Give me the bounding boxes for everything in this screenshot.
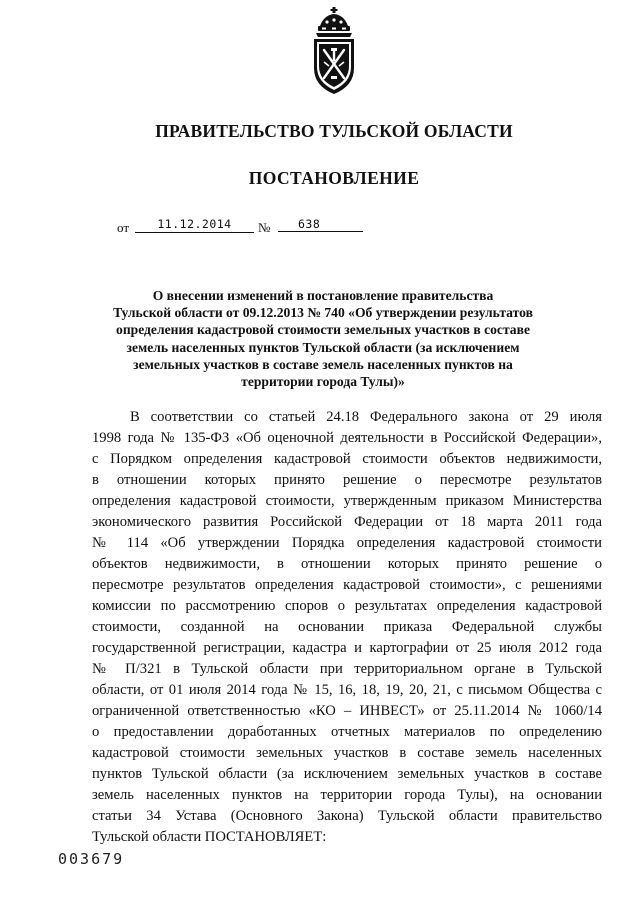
body-line: пунктов Тульской области (за исключением земельных участков в составе bbox=[92, 766, 602, 782]
number-field: 638 bbox=[278, 218, 363, 232]
document-type: ПОСТАНОВЛЕНИЕ bbox=[248, 168, 420, 188]
body-line: земель населенных пунктов на территории города Тулы), на основании bbox=[92, 787, 602, 803]
body-paragraph bbox=[92, 407, 602, 848]
body-line: экономического развития Российской Федерации от 18 марта 2011 года bbox=[92, 514, 602, 530]
number-label: № bbox=[258, 220, 271, 235]
body-line: 1998 года № 135-ФЗ «Об оценочной деятельности в Российской Федерации», bbox=[92, 430, 602, 446]
date-label: от bbox=[117, 220, 130, 235]
title-line: определения кадастровой стоимости земельных участков в составе bbox=[116, 322, 530, 338]
tula-oblast-coat-of-arms-icon bbox=[306, 6, 362, 96]
body-line: с Порядком определения кадастровой стоимости объектов недвижимости, bbox=[92, 451, 602, 467]
body-line: пересмотре результатов определения кадастровой стоимости», с решениями bbox=[92, 577, 602, 593]
body-line: статьи 34 Устава (Основного Закона) Тульской области правительство bbox=[92, 808, 602, 824]
title-line: земель населенных пунктов Тульской области (за исключением bbox=[126, 339, 520, 355]
body-line: В соответствии со статьей 24.18 Федерального закона от 29 июля bbox=[130, 409, 602, 425]
resolution-title bbox=[95, 287, 551, 390]
title-line: земельных участков в составе земель населенных пунктов на bbox=[133, 356, 513, 372]
date-field: 11.12.2014 bbox=[135, 218, 254, 233]
body-line: стоимости, созданной на основании приказа Федеральной службы bbox=[92, 619, 602, 635]
body-line: о предоставлении доработанных отчетных материалов по определению bbox=[92, 724, 602, 740]
body-line: области, от 01 июля 2014 года № 15, 16, 18, 19, 20, 21, с письмом Общества с bbox=[92, 682, 602, 698]
body-line: № 114 «Об утверждении Порядка определения кадастровой стоимости bbox=[92, 535, 602, 551]
body-line: в отношении которых принято решение о пересмотре результатов bbox=[92, 472, 602, 488]
body-line: кадастровой стоимости земельных участков в составе земель населенных bbox=[92, 745, 602, 761]
body-line: ограниченной ответственностью «КО – ИНВЕСТ» от 25.11.2014 № 1060/14 bbox=[92, 703, 602, 719]
serial-number: 003679 bbox=[58, 850, 125, 868]
body-line: определения кадастровой стоимости, утвержденным приказом Министерства bbox=[92, 493, 602, 509]
title-line: Тульской области от 09.12.2013 № 740 «Об утверждении результатов bbox=[113, 305, 533, 321]
body-line: объектов недвижимости, в отношении которых принято решение о bbox=[92, 556, 602, 572]
body-line: комиссии по рассмотрению споров о результатах определения кадастровой bbox=[92, 598, 602, 614]
title-line: О внесении изменений в постановление правительства bbox=[152, 288, 494, 303]
title-line: территории города Тулы)» bbox=[241, 374, 405, 390]
date-number-line bbox=[117, 218, 377, 236]
body-line: № П/321 в Тульской области при территориальном органе в Тульской bbox=[92, 661, 602, 677]
body-line: Тульской области ПОСТАНОВЛЯЕТ: bbox=[92, 829, 327, 845]
body-line: государственной регистрации, кадастра и картографии от 25 июля 2012 года bbox=[92, 640, 602, 656]
government-title: ПРАВИТЕЛЬСТВО ТУЛЬСКОЙ ОБЛАСТИ bbox=[155, 121, 513, 141]
